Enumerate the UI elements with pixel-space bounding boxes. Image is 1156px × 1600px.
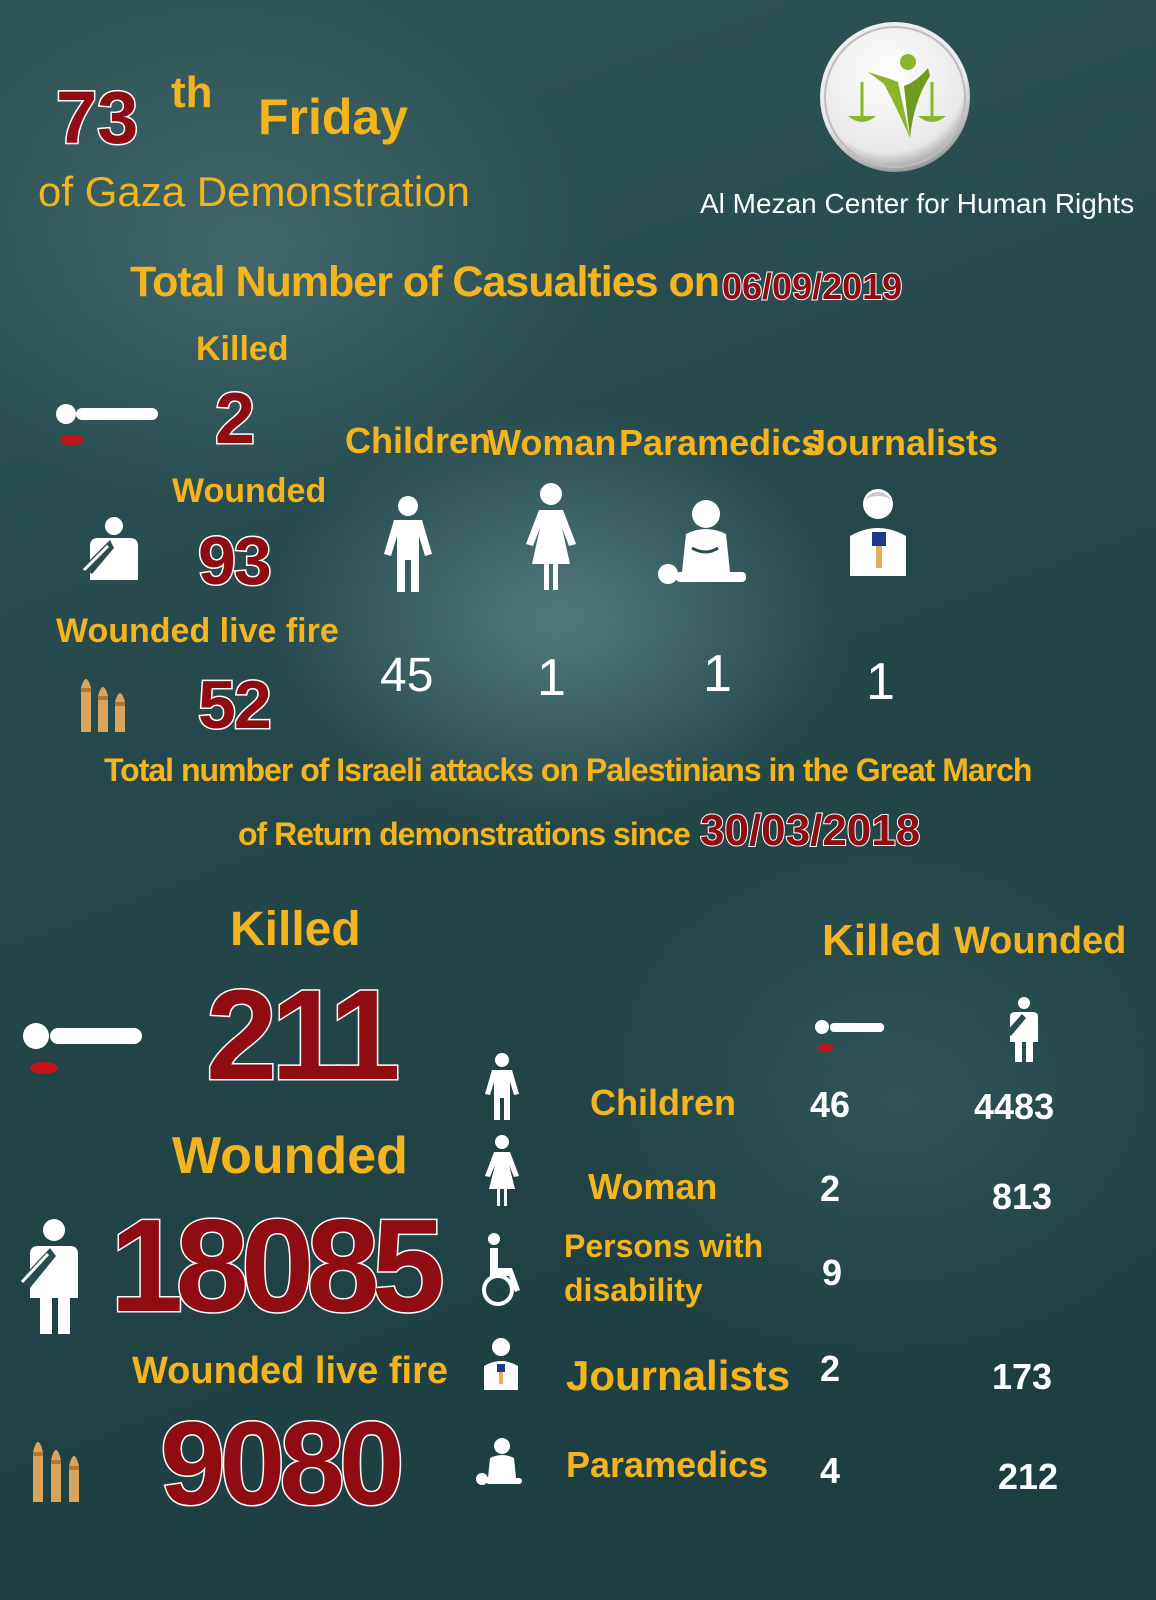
total-live-fire-label: Wounded live fire [132,1350,449,1392]
daily-live-fire-value: 52 [198,667,270,743]
row-label-line2: disability [564,1272,703,1308]
row-killed: 9 [822,1252,843,1293]
friday-number: 73 [56,76,139,159]
total-wounded-label: Wounded [172,1127,408,1185]
daily-cat-children-label: Children [345,420,492,461]
child-icon [382,494,434,594]
total-heading-line1: Total number of Israeli attacks on Palestinians in the Great March [104,752,1032,788]
daily-wounded-label: Wounded [172,472,327,510]
row-label: Paramedics [566,1444,769,1485]
row-label: Persons with [564,1228,764,1264]
total-killed-label: Killed [230,903,361,956]
wheelchair-icon [480,1232,524,1308]
daily-cat-paramedics-label: Paramedics [619,422,822,463]
daily-cat-paramedics-value: 1 [703,645,732,703]
killed-icon [52,402,162,452]
friday-word: Friday [258,89,409,145]
total-live-fire-value: 9080 [160,1398,399,1530]
bullets-icon [78,670,130,734]
col-header-killed: Killed [822,916,942,965]
daily-cat-woman-label: Woman [487,422,617,463]
org-logo [818,20,972,174]
journalist-icon-small [480,1336,522,1390]
total-killed-value: 211 [206,964,395,1107]
row-label: Children [590,1082,737,1123]
row-wounded: 813 [992,1176,1053,1217]
daily-killed-value: 2 [215,379,254,459]
org-name: Al Mezan Center for Human Rights [700,188,1135,219]
row-wounded: 4483 [974,1086,1055,1127]
row-killed: 2 [820,1348,841,1389]
total-wounded-value: 18085 [110,1192,438,1339]
daily-cat-journalists-label: Journalists [806,422,999,463]
page-title [56,70,576,160]
woman-icon-small [484,1134,520,1208]
total-heading-line2: of Return demonstrations since [238,816,690,852]
row-killed: 2 [820,1168,841,1209]
row-label: Journalists [566,1352,791,1399]
daily-wounded-value: 93 [198,523,270,599]
paramedic-icon [654,494,748,586]
daily-killed-label: Killed [196,330,289,368]
wounded-column-icon [1004,996,1040,1064]
bullets-icon-large [30,1432,84,1504]
wounded-icon [80,516,144,582]
daily-date: 06/09/2019 [722,266,903,307]
row-killed: 46 [810,1084,851,1125]
friday-suffix: th [171,68,213,117]
killed-icon-large [20,1020,146,1080]
row-label: Woman [588,1166,718,1207]
daily-cat-children-value: 45 [380,649,434,702]
daily-cat-journalists-value: 1 [866,653,895,711]
col-header-wounded: Wounded [954,920,1127,962]
paramedic-icon-small [474,1436,524,1486]
daily-cat-woman-value: 1 [537,649,566,707]
page-subtitle: of Gaza Demonstration [38,168,470,215]
child-icon-small [484,1052,520,1122]
total-date: 30/03/2018 [700,806,921,855]
wounded-icon-large [18,1218,82,1336]
journalist-icon [842,486,914,578]
woman-icon [524,482,578,592]
row-wounded: 212 [998,1456,1059,1497]
daily-live-fire-label: Wounded live fire [56,612,339,650]
row-wounded: 173 [992,1356,1053,1397]
row-killed: 4 [820,1450,841,1491]
killed-column-icon [812,1018,886,1056]
daily-heading: Total Number of Casualties on [130,258,719,306]
